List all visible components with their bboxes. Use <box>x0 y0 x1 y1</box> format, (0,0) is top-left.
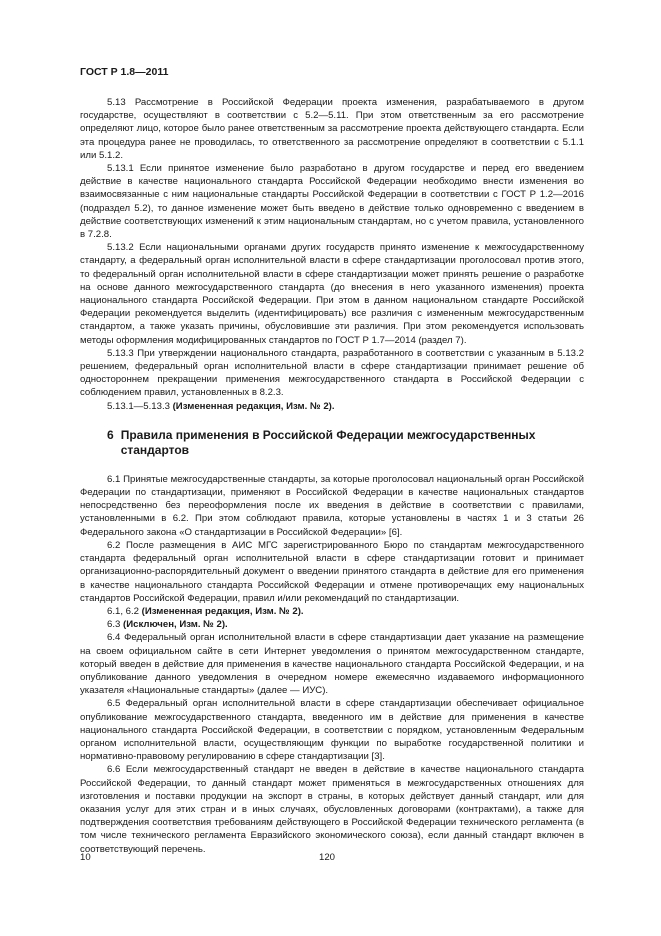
paragraph-6-4: 6.4 Федеральный орган исполнительной власти в сфере стандартизации дает указание на размещение на своем официальном сайте в сети Интернет уведомления о принятом межгосударственном стандарте, который введен в действие для применения в качестве национального стандарта Российской Федерации, и на опубликование данного уведомления в очередном номере ежемесячно издаваемого информационного указателя «Национальные стандарты» (далее — ИУС). <box>80 632 584 697</box>
page-number-left: 10 <box>80 852 91 863</box>
paragraph-5-13-2: 5.13.2 Если национальными органами других государств принято изменение к межгосударственному стандарту, а федеральный орган исполнительной власти в сфере стандартизации проголосовал против этого, то федеральный орган исполнительной власти в сфере стандартизации может принять решение о разработке на основе данного межгосударственного стандарта (до внесения в него указанного изменения) проекта национального стандарта Российской Федерации. При этом в данном национальном стандарте Российской Федерации рекомендуется выделить (идентифицировать) все различия с измененным межгосударственным стандартом, а также указать причины, обусловившие эти различия. При этом рекомендуется использовать методы оформления модифицированных стандартов по ГОСТ Р 1.7—2014 (раздел 7). <box>80 242 584 346</box>
paragraph-6-2: 6.2 После размещения в АИС МГС зарегистрированного Бюро по стандартам межгосударственного стандарта федеральный орган исполнительной власти в сфере стандартизации готовит и принимает организационно-распорядительный документ о введении принятого стандарта в действие для его применения в качестве национального стандарта Российской Федерации и отмене противоречащих ему национальных стандартов Российской Федерации, правил и/или рекомендаций по стандартизации. <box>80 539 584 604</box>
paragraph-5-13-3: 5.13.3 При утверждении национального стандарта, разработанного в соответствии с указанным в 5.13.2 решением, федеральный орган исполнительной власти в сфере стандартизации принимает решение об одностороннем прекращении применения межгосударственного стандарта в Российской Федерации с соблюдением правил, установленных в 8.2.3. <box>80 347 584 399</box>
paragraph-5-13-1: 5.13.1 Если принятое изменение было разработано в другом государстве и перед его введением действие в качестве национального стандарта Российской Федерации необходимо внести изменения во взаимосвязанные с ним национальные стандарты Российской Федерации в соответствии с ГОСТ Р 1.2—2016 (подраздел 5.2), то данное изменение может быть введено в действие только одновременно с введением в действие соответствующих изменений к этим национальным стандартам, но с учетом правила, установленного в 7.2.8. <box>80 163 584 241</box>
paragraph-6-3: 6.3 (Исключен, Изм. № 2). <box>107 619 228 631</box>
paragraph-5-13: 5.13 Рассмотрение в Российской Федерации проекта изменения, разрабатываемого в другом государстве, осуществляют в соответствии с 5.2—5.11. При этом ответственным за его рассмотрение определяют лицо, которое было ранее ответственным за рассмотрение проекта действующего стандарта. Если эта процедура ранее не проводилась, то ответственного за рассмотрение определяют в соответствии с 5.1.1 или 5.1.2. <box>80 97 584 161</box>
page-number-center: 120 <box>319 852 336 863</box>
document-header: ГОСТ Р 1.8—2011 <box>80 66 169 78</box>
section-number: 6 <box>107 427 114 442</box>
paragraph-6-1: 6.1 Принятые межгосударственные стандарты, за которые проголосовал национальный орган Российской Федерации по стандартизации, применяют в Российской Федерации в качестве национальных стандартов непосредственно без переоформления после их введения в действие в соответствии с правилами, установленными в 6.2. При этом соблюдают правила, которые установлены в частях 1 и 3 статьи 26 Федерального закона «О стандартизации в Российской Федерации» [6]. <box>80 473 584 538</box>
amendment-note-5-13: 5.13.1—5.13.3 (Измененная редакция, Изм. № 2). <box>107 400 335 412</box>
section-6-heading <box>80 428 584 459</box>
paragraph-6-5: 6.5 Федеральный орган исполнительной власти в сфере стандартизации обеспечивает официальное опубликование межгосударственного стандарта, введенного им в действие для применения в качестве национального стандарта Российской Федерации, в соответствии с порядком, установленным Федеральным органом исполнительной власти, осуществляющим функции по выработке государственной политики и нормативно-правовому регулированию в сфере стандартизации [3]. <box>80 698 584 763</box>
paragraph-6-6: 6.6 Если межгосударственный стандарт не введен в действие в качестве национального стандарта Российской Федерации, то данный стандарт может применяться в межгосударственных отношениях для изготовления и поставки продукции на экспорт в страны, в которых действует данный стандарт, или для оказания услуг для этих стран и в иных случаях, обусловленных договорами (контрактами), а также для подтверждения соответствия требованиям действующего в Российской Федерации технического регламента (в том числе технического регламента Евразийского экономического союза), если данный стандарт включен в соответствующий перечень. <box>80 764 584 855</box>
section-title: Правила применения в Российской Федерации межгосударственных стандартов <box>120 427 536 458</box>
document-body <box>80 96 584 856</box>
amendment-note-6-1-6-2: 6.1, 6.2 (Измененная редакция, Изм. № 2). <box>107 605 304 617</box>
